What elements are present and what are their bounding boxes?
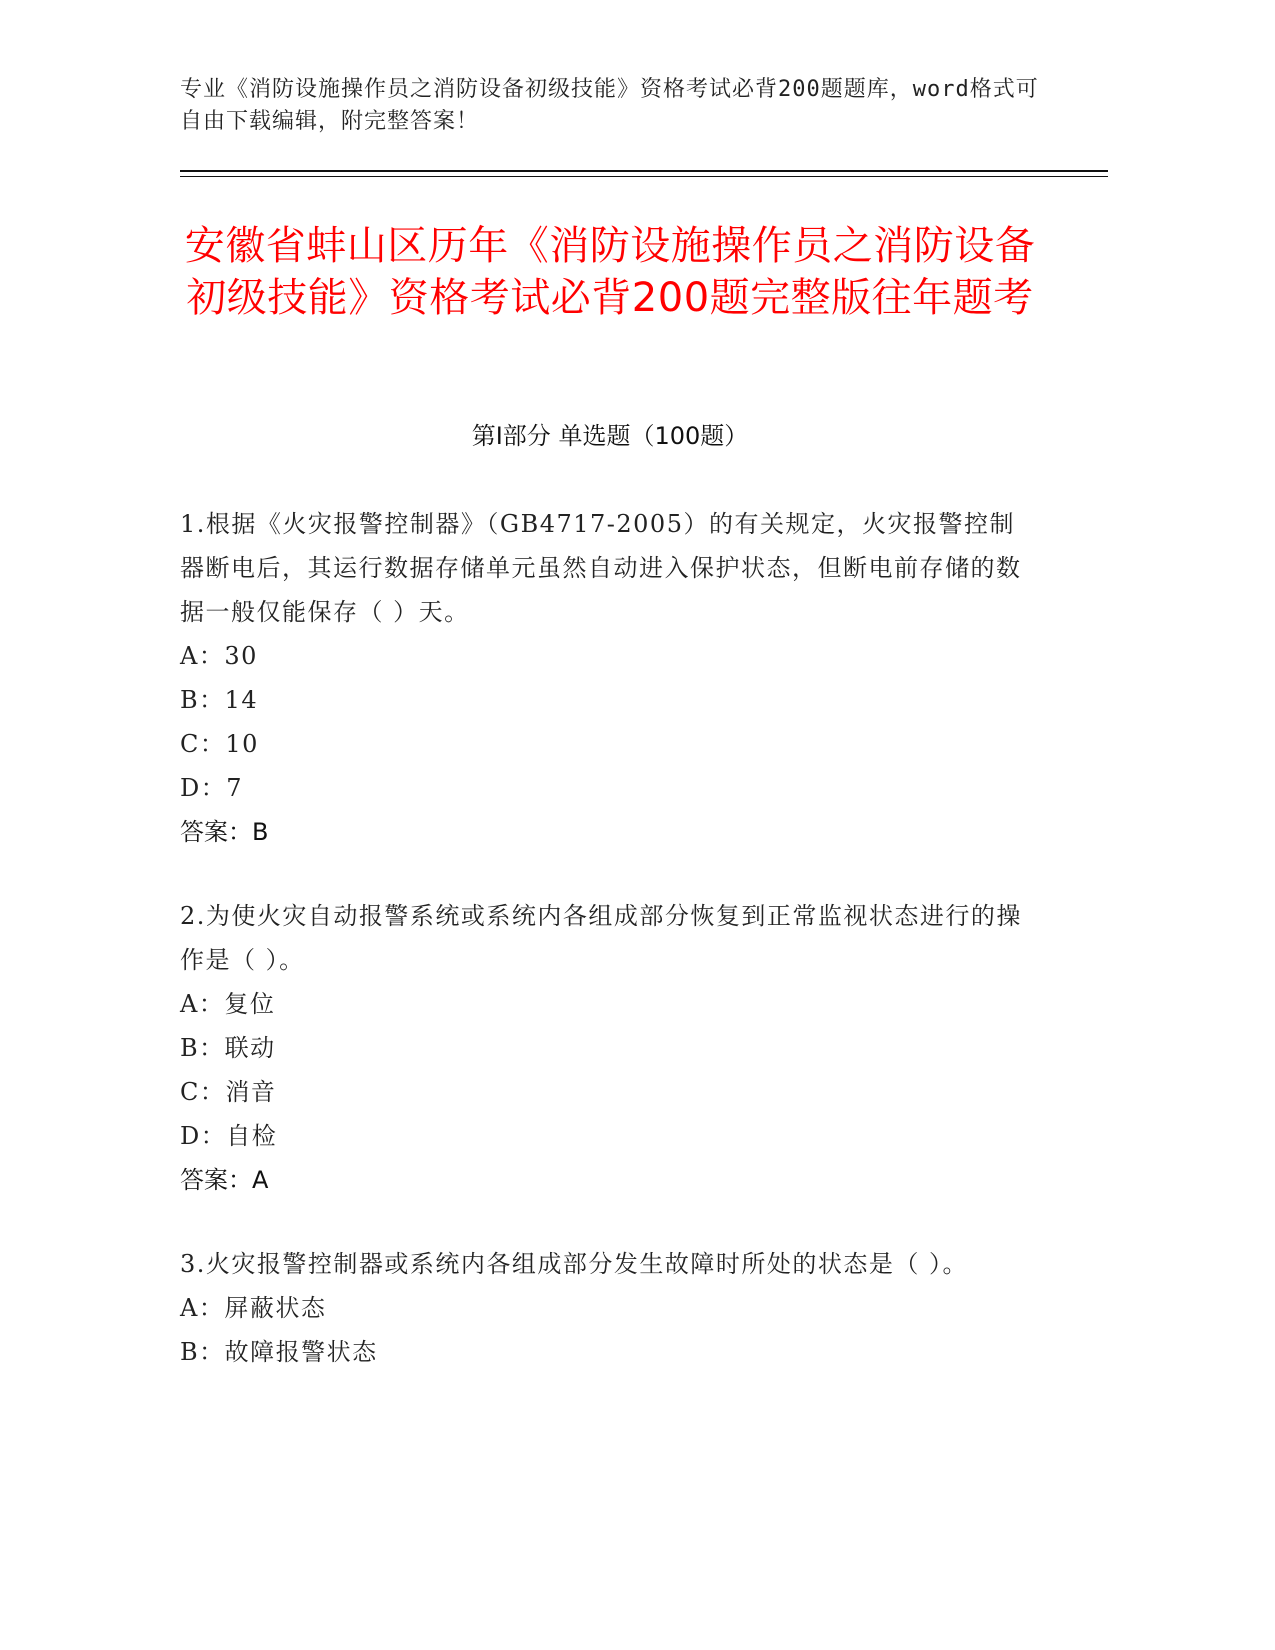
question-2 — [180, 894, 1040, 1202]
header-divider-thin — [180, 176, 1108, 177]
question-stem: 2.为使火灾自动报警系统或系统内各组成部分恢复到正常监视状态进行的操作是（ ）。 — [180, 902, 1022, 974]
option-c: C：消音 — [180, 1078, 277, 1106]
option-a: A：复位 — [180, 990, 276, 1018]
option-c: C：10 — [180, 730, 259, 758]
question-list — [180, 502, 1040, 1414]
option-b: B：14 — [180, 686, 259, 714]
option-b: B：联动 — [180, 1034, 276, 1062]
question-3 — [180, 1242, 1040, 1374]
answer-key: 答案：B — [180, 818, 269, 846]
option-a: A：屏蔽状态 — [180, 1294, 327, 1322]
header-note: 专业《消防设施操作员之消防设备初级技能》资格考试必背200题题库，word格式可自由下载编辑，附完整答案！ — [180, 77, 1039, 134]
question-stem: 3.火灾报警控制器或系统内各组成部分发生故障时所处的状态是（ ）。 — [180, 1250, 969, 1278]
section-title: 第Ⅰ部分 单选题（100题） — [471, 422, 749, 450]
option-d: D：自检 — [180, 1122, 278, 1150]
question-stem: 1.根据《火灾报警控制器》（GB4717-2005）的有关规定，火灾报警控制器断电后，其运行数据存储单元虽然自动进入保护状态，但断电前存储的数据一般仅能保存（ ）天。 — [180, 510, 1022, 626]
question-1 — [180, 502, 1040, 854]
option-b: B：故障报警状态 — [180, 1338, 378, 1366]
option-d: D：7 — [180, 774, 244, 802]
header-divider-thick — [180, 170, 1108, 172]
option-a: A：30 — [180, 642, 258, 670]
document-title: 安徽省蚌山区历年《消防设施操作员之消防设备初级技能》资格考试必背200题完整版往年题考 — [184, 223, 1036, 321]
answer-key: 答案：A — [180, 1166, 269, 1194]
